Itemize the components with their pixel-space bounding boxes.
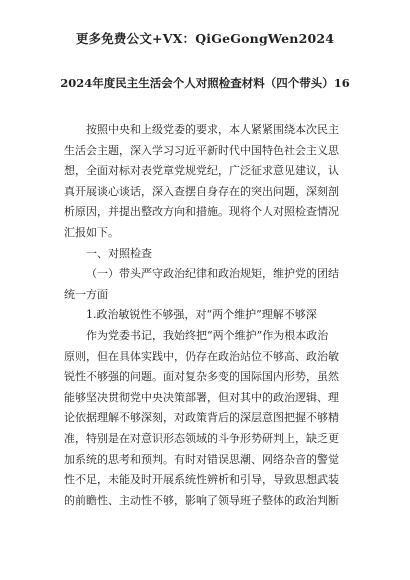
document-title: 2024年度民主生活会个人对照检查材料（四个带头）16 <box>60 76 350 90</box>
body-line: （一）带头严守政治纪律和政治规矩，维护党的团结 <box>86 267 339 281</box>
body-line: 作为党委书记，我始终把“两个维护”作为根本政治 <box>86 328 329 342</box>
body-line: 准，特别是在对意识形态领域的斗争形势研判上，缺乏更 <box>64 431 339 445</box>
body-line: 能够坚决贯彻党中央决策部署，但对其中的政治逻辑、理 <box>64 390 339 404</box>
body-line: 一、对照检查 <box>86 246 152 260</box>
body-line: 汇报如下。 <box>64 225 119 239</box>
body-line: 想，全面对标对表党章党规党纪，广泛征求意见建议，认 <box>64 164 339 178</box>
body-line: 加系统的思考和预判。有时对错误思潮、网络杂音的警觉 <box>64 452 339 466</box>
body-line: 统一方面 <box>64 287 108 301</box>
promo-header: 更多免费公文+VX：QiGeGongWen2024 <box>75 31 335 46</box>
body-line: 论依据理解不够深刻，对政策背后的深层意图把握不够精 <box>64 411 339 425</box>
body-line: 的前瞻性、主动性不够，影响了领导班子整体的政治判断 <box>64 493 339 507</box>
body-line: 1.政治敏锐性不够强，对“两个维护”理解不够深 <box>86 308 317 322</box>
body-line: 真开展谈心谈话，深入查摆自身存在的突出问题，深刻剖 <box>64 184 339 198</box>
body-line: 析原因，并提出整改方向和措施。现将个人对照检查情况 <box>64 205 339 219</box>
body-line: 性不足，未能及时开展系统性辨析和引导，导致思想武装 <box>64 473 339 487</box>
body-line: 按照中央和上级党委的要求，本人紧紧围绕本次民主 <box>86 123 339 136</box>
body-line: 锐性不够强的问题。面对复杂多变的国际国内形势，虽然 <box>64 370 339 384</box>
document-body <box>64 120 360 511</box>
body-line: 生活会主题，深入学习习近平新时代中国特色社会主义思 <box>64 143 339 157</box>
body-line: 原则，但在具体实践中，仍存在政治站位不够高、政治敏 <box>64 349 339 363</box>
